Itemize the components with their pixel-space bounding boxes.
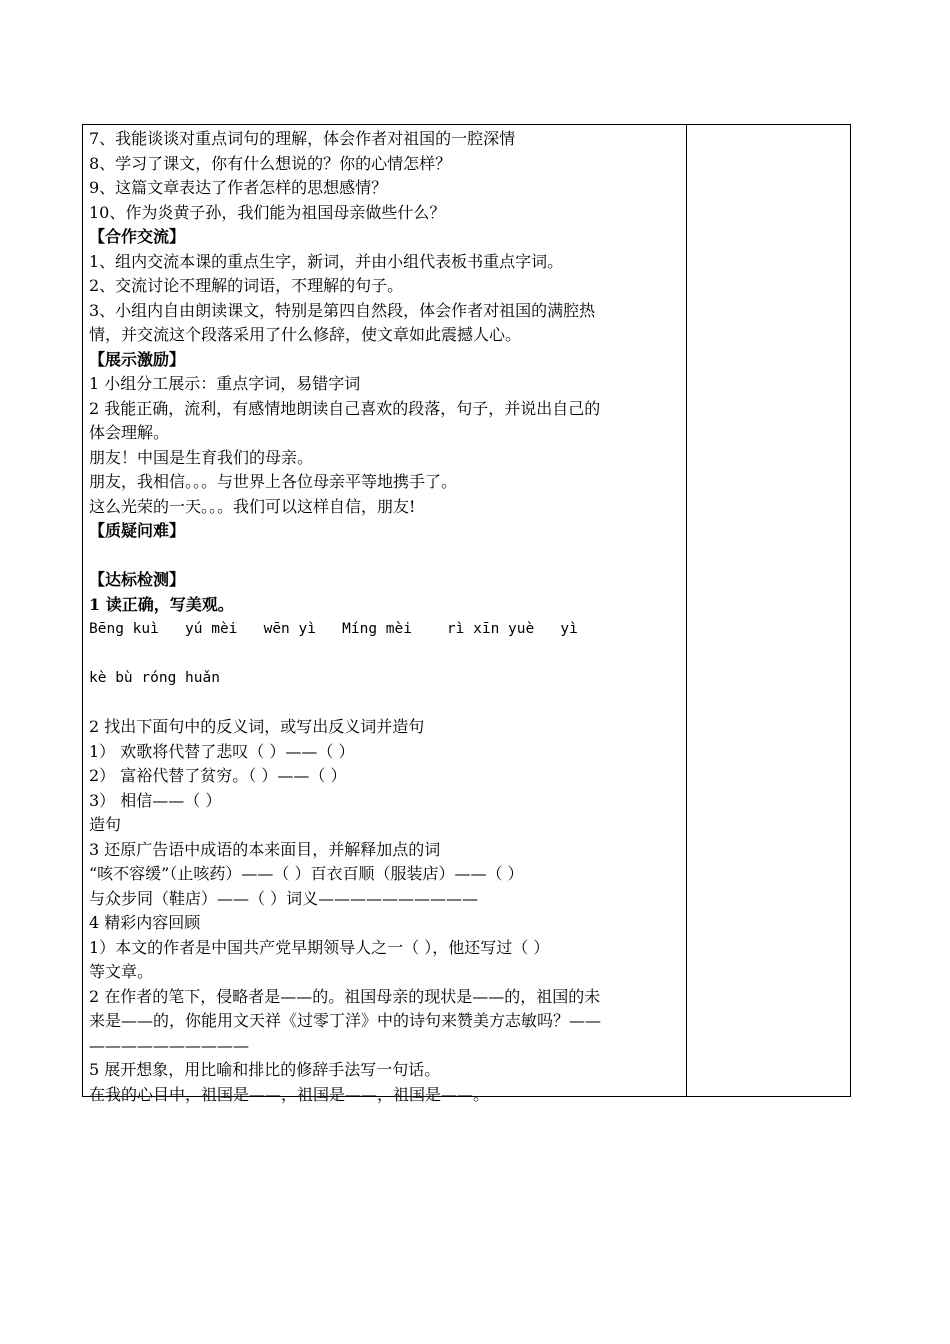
show-line: 1 小组分工展示：重点字词，易错字词 [89,374,361,393]
test-q4-line: 1）本文的作者是中国共产党早期领导人之一（ ），他还写过（ ） [89,937,550,957]
test-q5-line: 在我的心目中，祖国是——，祖国是——，祖国是——。 [89,1084,490,1104]
section-heading-show: 【展示激励】 [89,349,186,369]
worksheet-table [82,124,851,1104]
test-q5-line: 5 展开想象，用比喻和排比的修辞手法写一句话。 [89,1060,441,1079]
show-line: 体会理解。 [89,423,170,442]
test-q4-line: 4 精彩内容回顾 [89,913,201,932]
test-q4-line: 2 在作者的笔下，侵略者是——的。祖国母亲的现状是——的，祖国的未 [89,986,601,1006]
question-line: 10、作为炎黄子孙，我们能为祖国母亲做些什么？ [89,202,446,222]
blank-space [89,691,681,716]
test-q2-line: 2） 富裕代替了贫穷。（ ）——（ ） [89,766,347,785]
test-q2-line: 3） 相信——（ ） [89,790,222,810]
test-q4-line: —————————— [89,1035,249,1055]
cooperate-line: 2、交流讨论不理解的词语，不理解的句子。 [89,276,404,295]
show-line: 朋友，我相信。。。与世界上各位母亲平等地携手了。 [89,472,458,491]
section-heading-cooperate: 【合作交流】 [89,227,186,246]
show-line: 这么光荣的一天。。。我们可以这样自信，朋友! [89,496,416,516]
section-heading-question: 【质疑问难】 [89,521,186,540]
show-line: 2 我能正确，流利，有感情地朗读自己喜欢的段落，句子，并说出自己的 [89,398,601,418]
blank-space [89,642,681,667]
test-q4-line: 来是——的，你能用文天祥《过零丁洋》中的诗句来赞美方志敏吗？—— [89,1011,602,1030]
test-q2-line: 造句 [89,815,122,834]
question-line: 9、这篇文章表达了作者怎样的思想感情？ [89,178,388,197]
column-divider [686,125,687,1096]
test-q1-title: 1 读正确，写美观。 [89,594,234,614]
question-line: 7、我能谈谈对重点词句的理解，体会作者对祖国的一腔深情 [89,129,516,148]
section-heading-test: 【达标检测】 [89,570,186,589]
test-q3-line: 3 还原广告语中成语的本来面目，并解释加点的词 [89,839,441,859]
question-line: 8、学习了课文，你有什么想说的？你的心情怎样？ [89,153,452,173]
cooperate-line: 情，并交流这个段落采用了什么修辞，使文章如此震撼人心。 [89,325,522,344]
test-q2-line: 2 找出下面句中的反义词，或写出反义词并造句 [89,717,425,736]
cooperate-line: 1、组内交流本课的重点生字，新词，并由小组代表板书重点字词。 [89,251,564,271]
show-line: 朋友！中国是生育我们的母亲。 [89,447,314,467]
pinyin-line: Bēng kuì yú mèi wēn yì Míng mèi rì xīn yuè yì [89,621,578,637]
test-q3-line: “咳不容缓”（止咳药）——（ ）百衣百顺（服装店）——（ ） [89,864,524,883]
cooperate-line: 3、小组内自由朗读课文，特别是第四自然段，体会作者对祖国的满腔热 [89,300,596,320]
test-q4-line: 等文章。 [89,962,154,981]
blank-space [89,544,681,569]
pinyin-line: kè bù róng huǎn [89,670,220,686]
test-q3-line: 与众步同（鞋店）——（ ）词义—————————— [89,888,479,908]
test-q2-line: 1） 欢歌将代替了悲叹（ ）——（ ） [89,741,355,761]
lesson-content-cell [89,127,681,1107]
